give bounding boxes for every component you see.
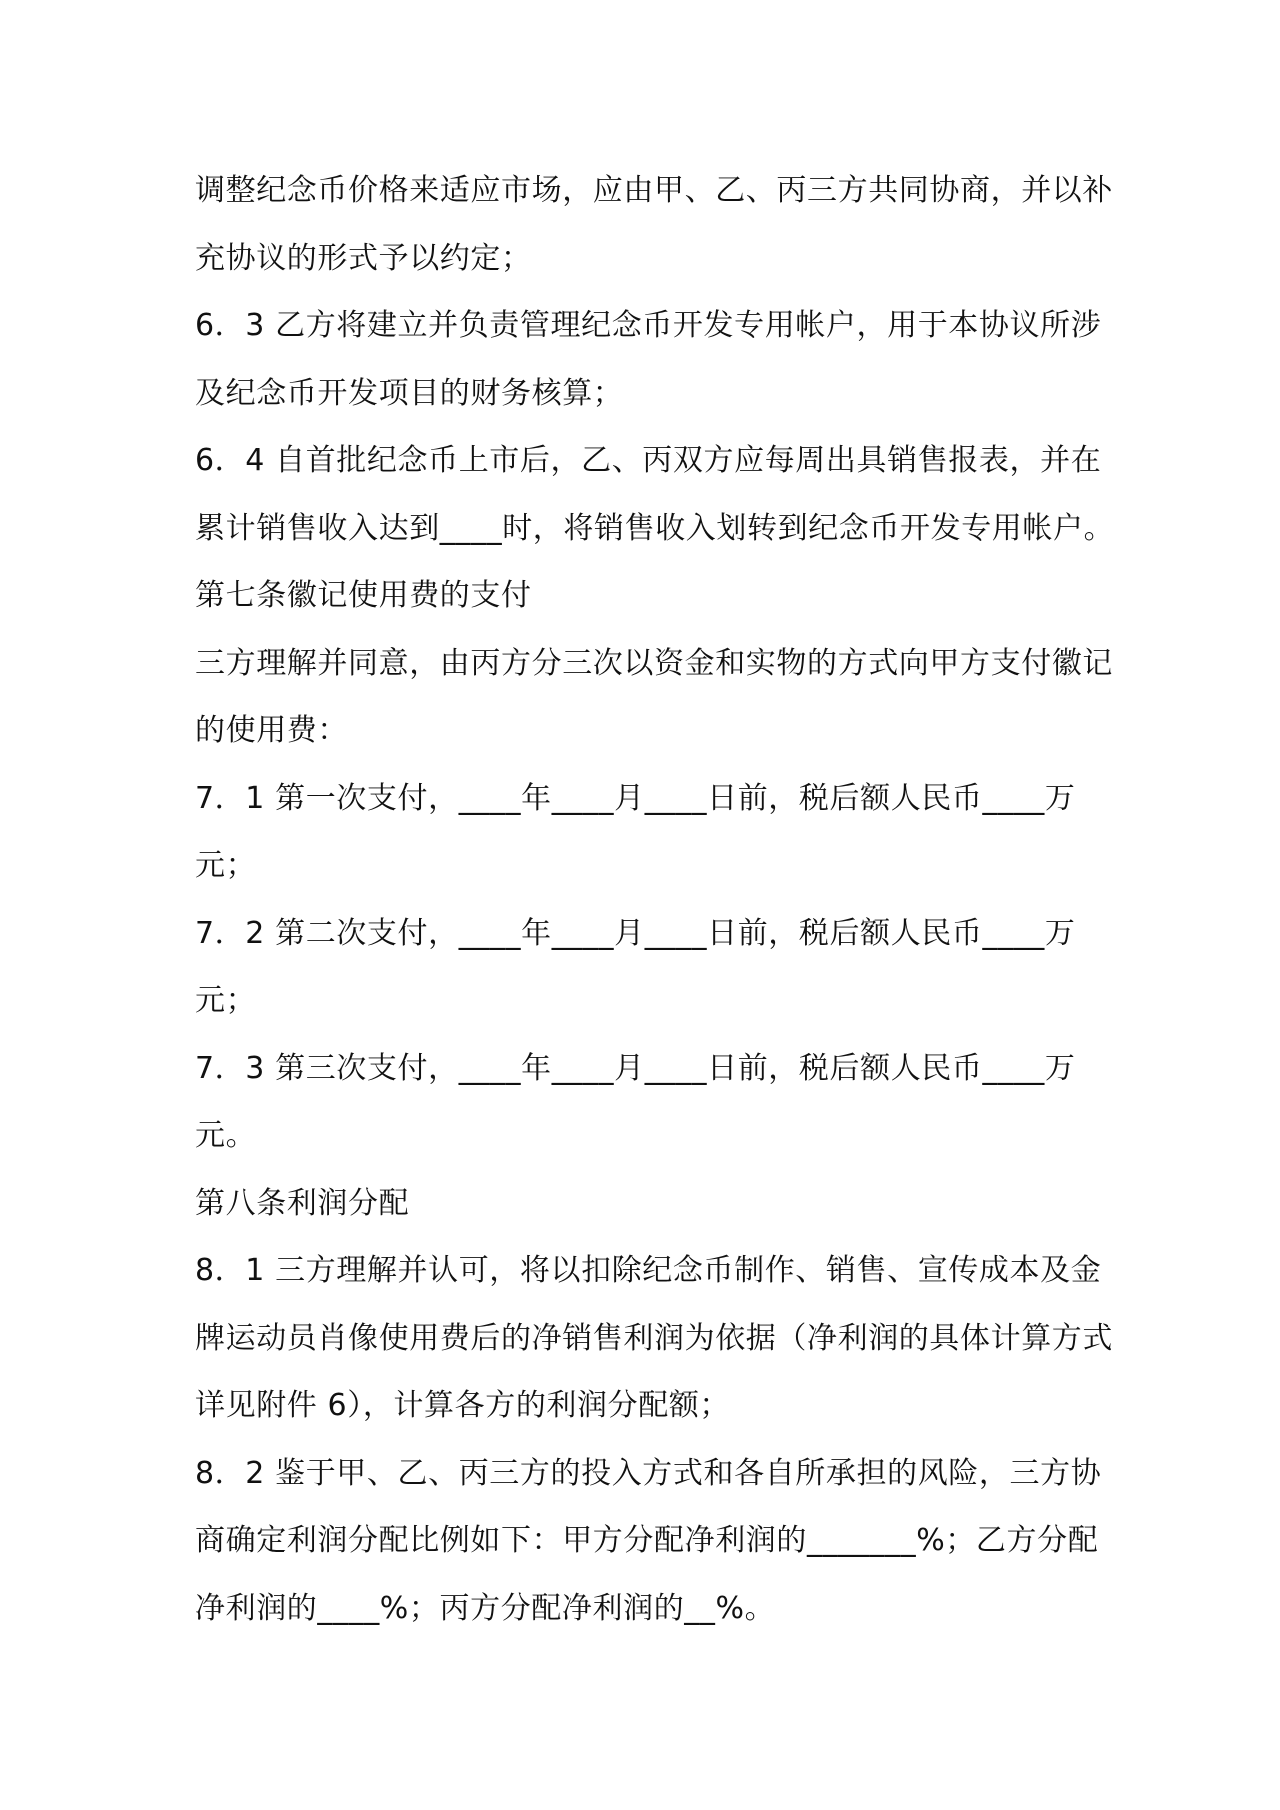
text-line: 净利润的____%；丙方分配净利润的__%。: [195, 1590, 776, 1626]
text-line: 及纪念币开发项目的财务核算；: [195, 375, 624, 411]
text-line: 元。: [195, 1118, 257, 1153]
text-line: 充协议的形式予以约定；: [195, 240, 532, 276]
document-page: [195, 168, 1115, 1653]
text-line: 第八条利润分配: [195, 1185, 410, 1221]
text-line: 调整纪念币价格来适应市场，应由甲、乙、丙三方共同协商，并以补: [195, 173, 1113, 208]
text-line: 商确定利润分配比例如下：甲方分配净利润的_______%；乙方分配: [195, 1523, 1099, 1558]
text-line: 6．3 乙方将建立并负责管理纪念币开发专用帐户，用于本协议所涉: [195, 308, 1102, 343]
text-line: 第七条徽记使用费的支付: [195, 578, 532, 613]
text-line: 6．4 自首批纪念币上市后，乙、丙双方应每周出具销售报表，并在: [195, 443, 1102, 478]
text-line: 8．2 鉴于甲、乙、丙三方的投入方式和各自所承担的风险，三方协: [195, 1455, 1102, 1491]
text-line: 三方理解并同意，由丙方分三次以资金和实物的方式向甲方支付徽记: [195, 645, 1113, 681]
text-line: 元；: [195, 983, 257, 1018]
text-line: 详见附件 6），计算各方的利润分配额；: [195, 1388, 731, 1423]
text-line: 牌运动员肖像使用费后的净销售利润为依据（净利润的具体计算方式: [195, 1320, 1113, 1356]
text-line: 7．1 第一次支付，____年____月____日前，税后额人民币____万: [195, 780, 1076, 816]
text-line: 8．1 三方理解并认可，将以扣除纪念币制作、销售、宣传成本及金: [195, 1253, 1102, 1288]
text-line: 7．3 第三次支付，____年____月____日前，税后额人民币____万: [195, 1050, 1076, 1086]
text-line: 累计销售收入达到____时，将销售收入划转到纪念币开发专用帐户。: [195, 510, 1115, 546]
text-line: 7．2 第二次支付，____年____月____日前，税后额人民币____万: [195, 915, 1076, 951]
text-line: 的使用费：: [195, 713, 348, 748]
text-line: 元；: [195, 848, 257, 883]
